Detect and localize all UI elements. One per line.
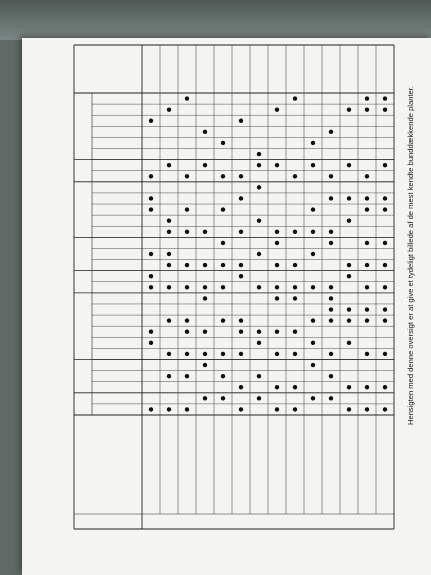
table-dot [329,230,333,234]
table-dot [383,96,387,100]
table-dot [167,218,171,222]
table-dot [365,407,369,411]
table-dot [329,174,333,178]
column-header [92,395,142,401]
table-dot [383,352,387,356]
table-dot [383,263,387,267]
table-dot [275,385,279,389]
table-dot [347,274,351,278]
table-dot [329,285,333,289]
table-dot [365,96,369,100]
table-dot [149,252,153,256]
table-dot [203,352,207,356]
table-dot [365,307,369,311]
column-header [92,173,142,179]
table-dot [365,285,369,289]
table-dot [383,163,387,167]
table-dot [185,352,189,356]
table-dot [329,396,333,400]
table-dot [365,385,369,389]
column-header [92,251,142,257]
table-dot [311,318,315,322]
table-dot [185,207,189,211]
column-header [92,207,142,213]
table-dot [239,407,243,411]
table-dot [239,230,243,234]
table-dot [167,407,171,411]
column-header [92,284,142,290]
table-dot [167,263,171,267]
table-dot [347,196,351,200]
table-dot [239,352,243,356]
table-dot [329,130,333,134]
table-dot [275,407,279,411]
table-dot [167,163,171,167]
table-dot [293,263,297,267]
column-header [92,351,142,357]
column-header [92,151,142,157]
table-dot [185,263,189,267]
column-header [92,184,142,190]
table-dot [347,163,351,167]
table-dot [329,318,333,322]
column-header [92,218,142,224]
column-header [92,262,142,268]
table-dot [293,296,297,300]
table-dot [185,330,189,334]
column-header [92,373,142,379]
table-dot [329,352,333,356]
column-header [92,362,142,368]
table-dot [275,330,279,334]
table-dot [275,241,279,245]
table-dot [293,330,297,334]
table-dot [203,130,207,134]
table-dot [275,163,279,167]
table-dot [149,119,153,123]
table-dot [239,196,243,200]
table-dot [185,96,189,100]
table-dot [347,107,351,111]
table-dot [293,407,297,411]
column-header [92,384,142,390]
column-header [92,118,142,124]
table-dot [311,141,315,145]
table-dot [221,241,225,245]
table-dot [365,174,369,178]
table-dot [257,374,261,378]
table-dot [221,207,225,211]
table-dot [203,363,207,367]
table-dot [185,285,189,289]
table-dot [257,185,261,189]
column-header [92,295,142,301]
table-dot [347,407,351,411]
table-dot [383,241,387,245]
table-dot [203,296,207,300]
table-dot [257,396,261,400]
table-dot [383,285,387,289]
table-dot [221,285,225,289]
table-dot [275,263,279,267]
table-dot [185,374,189,378]
column-header [92,273,142,279]
table-dot [203,396,207,400]
table-dot [167,318,171,322]
table-dot [239,330,243,334]
table-dot [275,296,279,300]
table-dot [383,385,387,389]
table-dot [149,285,153,289]
table-dot [347,341,351,345]
document-page [22,38,431,575]
column-header [92,129,142,135]
table-dot [365,352,369,356]
table-dot [239,385,243,389]
table-dot [257,252,261,256]
table-dot [311,230,315,234]
table-dot [365,107,369,111]
table-dot [311,341,315,345]
photo-background [0,0,431,40]
table-dot [383,307,387,311]
table-dot [293,96,297,100]
table-dot [221,141,225,145]
table-dot [149,341,153,345]
table-dot [329,374,333,378]
table-dot [185,174,189,178]
table-dot [383,196,387,200]
column-header [92,96,142,102]
table-dot [311,363,315,367]
table-dot [257,330,261,334]
table-dot [167,285,171,289]
table-dot [239,318,243,322]
table-dot [203,285,207,289]
table-dot [383,207,387,211]
column-header [92,195,142,201]
table-dot [365,318,369,322]
table-dot [239,274,243,278]
table-dot [311,163,315,167]
column-header [92,340,142,346]
table-dot [257,341,261,345]
table-dot [365,263,369,267]
table-dot [275,352,279,356]
table-dot [167,107,171,111]
table-dot [149,174,153,178]
table-dot [347,318,351,322]
table-dot [221,174,225,178]
column-header [92,162,142,168]
table-dot [329,296,333,300]
table-dot [293,385,297,389]
column-header [92,329,142,335]
table-dot [383,407,387,411]
table-dot [311,252,315,256]
table-dot [365,241,369,245]
table-dot [221,374,225,378]
table-dot [149,196,153,200]
table-dot [167,374,171,378]
table-dot [329,241,333,245]
table-dot [293,285,297,289]
table-dot [185,318,189,322]
table-dot [149,330,153,334]
table-caption: Hensigten med denne oversigt er at give et tydeligt billede af de mest kendte bunddækkende planter. [406,86,415,425]
table-dot [239,263,243,267]
table-dot [203,230,207,234]
table-dot [275,107,279,111]
table-dot [275,285,279,289]
table-dot [383,318,387,322]
table-dot [329,196,333,200]
column-header [92,406,142,412]
table-dot [293,352,297,356]
table-dot [149,407,153,411]
table-dot [311,396,315,400]
table-dot [293,174,297,178]
table-dot [221,263,225,267]
column-header [92,318,142,324]
table-dot [293,230,297,234]
table-dot [203,263,207,267]
table-dot [275,230,279,234]
table-dot [365,196,369,200]
column-header [92,307,142,313]
column-header [92,229,142,235]
table-dot [221,318,225,322]
table-dot [383,107,387,111]
table-dot [203,330,207,334]
column-header [92,107,142,113]
table-dot [347,307,351,311]
table-dot [167,230,171,234]
table-dot [329,307,333,311]
table-dot [347,218,351,222]
table-dot [365,207,369,211]
rotated-table-container [22,38,431,575]
table-dot [167,352,171,356]
table-grid [22,38,431,575]
table-dot [167,252,171,256]
table-dot [311,207,315,211]
table-dot [347,263,351,267]
column-header [92,140,142,146]
table-dot [185,230,189,234]
table-dot [203,163,207,167]
column-header [92,240,142,246]
table-dot [257,218,261,222]
table-dot [239,119,243,123]
table-dot [257,152,261,156]
table-dot [257,285,261,289]
table-dot [185,407,189,411]
table-dot [221,352,225,356]
table-dot [221,396,225,400]
table-dot [149,207,153,211]
table-dot [257,163,261,167]
table-dot [347,385,351,389]
table-dot [311,285,315,289]
table-dot [149,274,153,278]
table-dot [239,174,243,178]
